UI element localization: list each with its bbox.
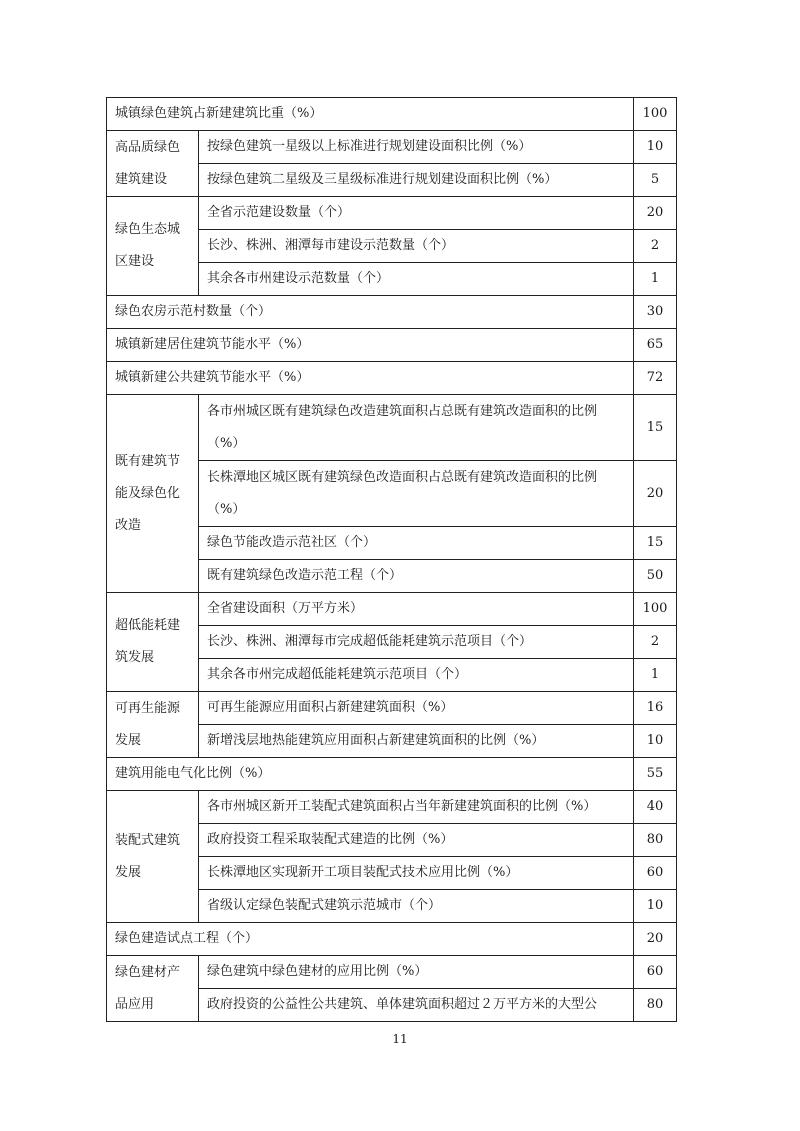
category-label: 品应用 (115, 996, 155, 1012)
indicator-value: 10 (634, 131, 677, 164)
indicator-name: 城镇绿色建筑占新建建筑比重（%） (107, 98, 634, 131)
indicator-name: 其余各市州建设示范数量（个） (199, 263, 634, 296)
indicator-name: 长株潭地区城区既有建筑绿色改造面积占总既有建筑改造面积的比例（%） (199, 461, 634, 527)
table-row (107, 956, 677, 989)
indicator-table (106, 97, 677, 1022)
indicator-value: 100 (634, 593, 677, 626)
indicator-name: 省级认定绿色装配式建筑示范城市（个） (199, 890, 634, 923)
indicator-value: 1 (634, 263, 677, 296)
table-row (107, 296, 677, 329)
indicator-name: 按绿色建筑二星级及三星级标准进行规划建设面积比例（%） (199, 164, 634, 197)
indicator-value: 15 (634, 527, 677, 560)
category-label: 筑发展 (115, 650, 155, 665)
indicator-value: 15 (634, 395, 677, 461)
category-cell (107, 395, 199, 593)
indicator-name: 其余各市州完成超低能耗建筑示范项目（个） (199, 659, 634, 692)
table-row (107, 98, 677, 131)
indicator-name: 新增浅层地热能建筑应用面积占新建建筑面积的比例（%） (199, 725, 634, 758)
indicator-value: 20 (634, 461, 677, 527)
indicator-value: 20 (634, 197, 677, 230)
indicator-name: 长沙、株洲、湘潭每市建设示范数量（个） (199, 230, 634, 263)
category-cell (107, 791, 199, 923)
indicator-value: 60 (634, 857, 677, 890)
indicator-name: 长株潭地区实现新开工项目装配式技术应用比例（%） (199, 857, 634, 890)
indicator-value: 2 (634, 230, 677, 263)
category-label: 改造 (115, 517, 142, 533)
category-cell (107, 593, 199, 692)
indicator-name: 绿色建造试点工程（个） (107, 923, 634, 956)
indicator-value: 60 (634, 956, 677, 989)
table-row (107, 131, 677, 164)
indicator-name: 建筑用能电气化比例（%） (107, 758, 634, 791)
category-cell (107, 692, 199, 758)
indicator-value: 10 (634, 725, 677, 758)
category-cell (107, 131, 199, 197)
indicator-value: 40 (634, 791, 677, 824)
page-number: 11 (392, 1032, 408, 1046)
category-label: 可再生能源 (115, 700, 181, 716)
indicator-value: 80 (634, 989, 677, 1022)
indicator-value: 10 (634, 890, 677, 923)
indicator-name: 绿色农房示范村数量（个） (107, 296, 634, 329)
indicator-name: 城镇新建公共建筑节能水平（%） (107, 362, 634, 395)
category-label: 装配式建筑 (115, 832, 181, 848)
table-row (107, 758, 677, 791)
category-cell (107, 956, 199, 1022)
category-label: 绿色生态城 (115, 222, 181, 237)
indicator-value: 65 (634, 329, 677, 362)
indicator-value: 5 (634, 164, 677, 197)
table-row (107, 329, 677, 362)
indicator-name: 政府投资的公益性公共建筑、单体建筑面积超过２万平方米的大型公 (199, 989, 634, 1022)
table-row (107, 791, 677, 824)
category-label: 建筑建设 (115, 171, 168, 187)
indicator-value: 50 (634, 560, 677, 593)
indicator-name: 长沙、株洲、湘潭每市完成超低能耗建筑示范项目（个） (199, 626, 634, 659)
category-label: 区建设 (115, 254, 155, 269)
indicator-name: 全省示范建设数量（个） (199, 197, 634, 230)
indicator-value: 20 (634, 923, 677, 956)
table-row (107, 395, 677, 461)
indicator-value: 100 (634, 98, 677, 131)
category-label: 高品质绿色 (115, 139, 181, 155)
category-label: 发展 (115, 732, 142, 748)
indicator-name: 绿色建筑中绿色建材的应用比例（%） (199, 956, 634, 989)
indicator-name: 全省建设面积（万平方米） (199, 593, 634, 626)
indicator-name: 政府投资工程采取装配式建造的比例（%） (199, 824, 634, 857)
indicator-value: 80 (634, 824, 677, 857)
indicator-value: 55 (634, 758, 677, 791)
indicator-name: 绿色节能改造示范社区（个） (199, 527, 634, 560)
indicator-name: 城镇新建居住建筑节能水平（%） (107, 329, 634, 362)
category-label: 既有建筑节 (115, 453, 181, 469)
indicator-name: 按绿色建筑一星级以上标准进行规划建设面积比例（%） (199, 131, 634, 164)
table-row (107, 197, 677, 230)
table-row (107, 593, 677, 626)
category-label: 超低能耗建 (115, 618, 181, 633)
category-label: 绿色建材产 (115, 964, 181, 980)
indicator-value: 72 (634, 362, 677, 395)
indicator-value: 30 (634, 296, 677, 329)
indicator-value: 16 (634, 692, 677, 725)
indicator-name: 可再生能源应用面积占新建建筑面积（%） (199, 692, 634, 725)
indicator-name: 既有建筑绿色改造示范工程（个） (199, 560, 634, 593)
category-cell (107, 197, 199, 296)
indicator-value: 2 (634, 626, 677, 659)
category-label: 能及绿色化 (115, 485, 181, 501)
category-label: 发展 (115, 864, 142, 880)
indicator-value: 1 (634, 659, 677, 692)
table-row (107, 923, 677, 956)
indicator-name: 各市州城区既有建筑绿色改造建筑面积占总既有建筑改造面积的比例（%） (199, 395, 634, 461)
table-row (107, 362, 677, 395)
indicator-name: 各市州城区新开工装配式建筑面积占当年新建建筑面积的比例（%） (199, 791, 634, 824)
table-row (107, 692, 677, 725)
